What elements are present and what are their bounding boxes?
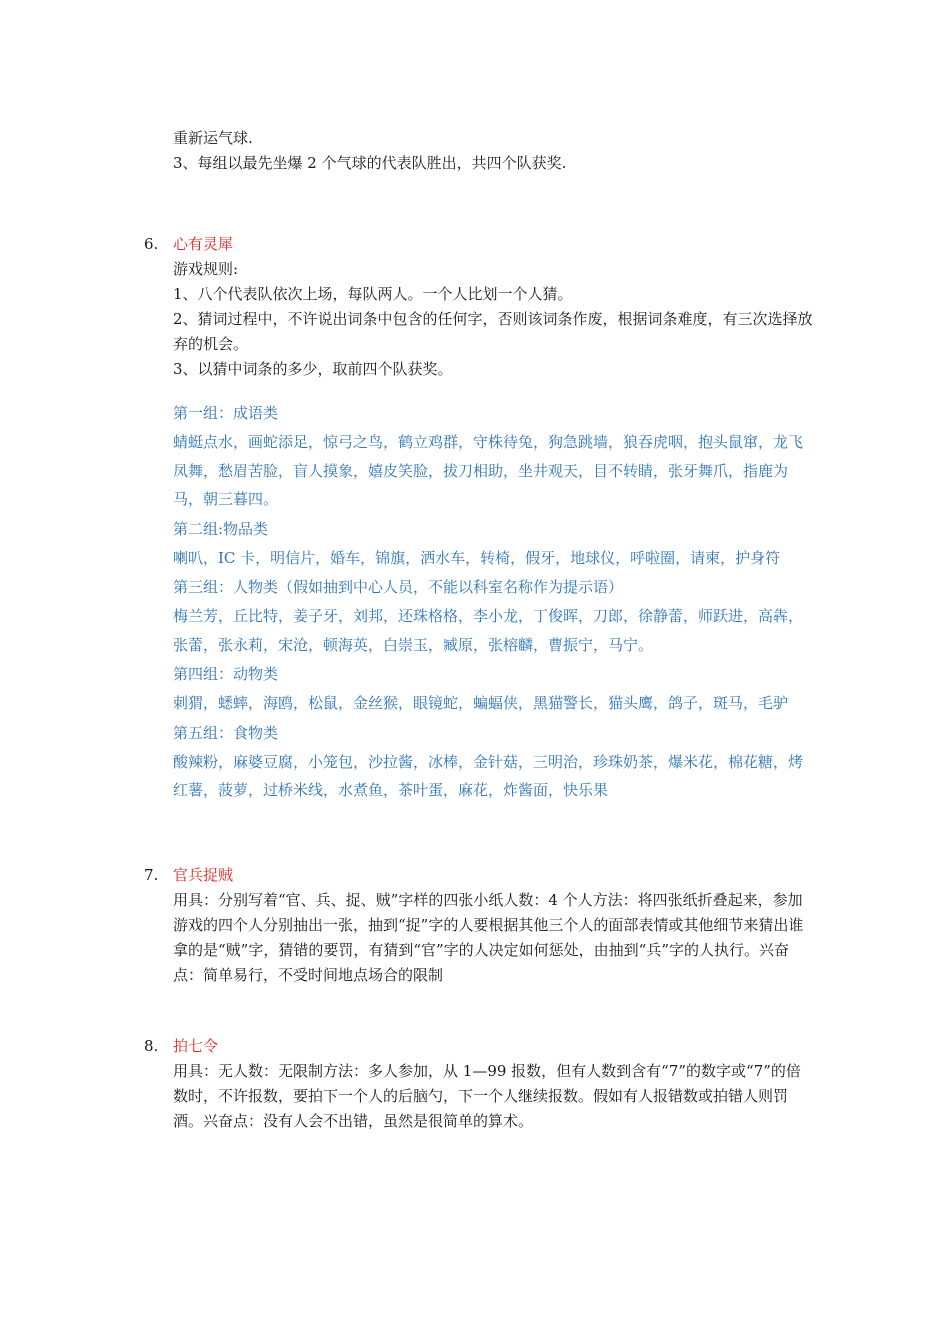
word-groups <box>173 398 813 805</box>
group-words: 刺猬，蟋蟀，海鸥，松鼠，金丝猴，眼镜蛇，蝙蝠侠，黑猫警长，猫头鹰，鸽子，斑马，毛驴 <box>173 694 789 712</box>
section-title: 拍七令 <box>173 1036 219 1055</box>
group-heading: 第三组：人物类（假如抽到中心人员，不能以科室名称作为提示语） <box>173 578 624 596</box>
group-heading: 第五组：食物类 <box>173 723 279 742</box>
group-words: 蜻蜓点水，画蛇添足，惊弓之鸟，鹤立鸡群，守株待兔，狗急跳墙，狼吞虎咽，抱头鼠窜，龙飞凤舞，愁眉苦脸，盲人摸象，嬉皮笑脸，拔刀相助，坐井观天，目不转睛，张牙舞爪，指鹿为马，朝三暮四。 <box>173 433 804 508</box>
section-number: 7. <box>144 865 159 884</box>
section-title: 官兵捉贼 <box>173 865 234 884</box>
rule-1: 1、八个代表队依次上场，每队两人。一个人比划一个人猜。 <box>173 285 573 303</box>
section-8 <box>144 1034 813 1134</box>
section-7 <box>144 863 813 988</box>
group-words: 酸辣粉，麻婆豆腐，小笼包，沙拉酱，冰棒，金针菇，三明治，珍珠奶茶，爆米花，棉花糖，烤红薯，菠萝，过桥米线，水煮鱼，茶叶蛋，麻花，炸酱面，快乐果 <box>173 752 804 799</box>
group-heading: 第一组：成语类 <box>173 404 279 422</box>
section-number: 8. <box>144 1036 159 1055</box>
rule-2: 2、猜词过程中，不许说出词条中包含的任何字，否则该词条作废，根据词条难度，有三次选择放弃的机会。 <box>173 310 813 353</box>
rule-3: 3、以猜中词条的多少，取前四个队获奖。 <box>173 360 453 378</box>
continued-line: 重新运气球. <box>173 129 253 147</box>
section-number: 6. <box>144 235 159 253</box>
section-title: 心有灵犀 <box>173 235 234 253</box>
balloon-rule-3: 3、每组以最先坐爆 2 个气球的代表队胜出，共四个队获奖. <box>173 154 567 172</box>
group-words: 喇叭，IC 卡，明信片，婚车，锦旗，洒水车，转椅，假牙，地球仪，呼啦圈，请柬，护身符 <box>173 548 781 567</box>
section-body: 用具：分别写着“官、兵、捉、贼”字样的四张小纸人数：4 个人方法：将四张纸折叠起来，参加游戏的四个人分别抽出一张，抽到“捉”字的人要根据其他三个人的面部表情或其他细节来猜出谁拿的是“贼”字，猜错的要罚，有猜到“官”字的人决定如何惩处，由抽到“兵”字的人执行。兴奋点：简单易行，不受时间地点场合的限制 <box>173 890 804 984</box>
section-6 <box>144 232 813 805</box>
rules-heading: 游戏规则: <box>173 260 239 278</box>
section-body: 用具：无人数：无限制方法：多人参加，从 1—99 报数，但有人数到含有“7”的数字或“7”的倍数时，不许报数，要拍下一个人的后脑勺，下一个人继续报数。假如有人报错数或拍错人则罚酒。兴奋点：没有人会不出错，虽然是很简单的算术。 <box>173 1061 801 1130</box>
group-heading: 第二组:物品类 <box>173 519 269 538</box>
group-heading: 第四组：动物类 <box>173 665 279 683</box>
group-words: 梅兰芳，丘比特，姜子牙，刘邦，还珠格格，李小龙，丁俊晖，刀郎，徐静蕾，师跃进，高犇，张蕾，张永莉，宋沧，顿海英，白崇玉，臧原，张榕麟，曹振宁，马宁。 <box>173 607 804 654</box>
document-content <box>144 126 813 1134</box>
